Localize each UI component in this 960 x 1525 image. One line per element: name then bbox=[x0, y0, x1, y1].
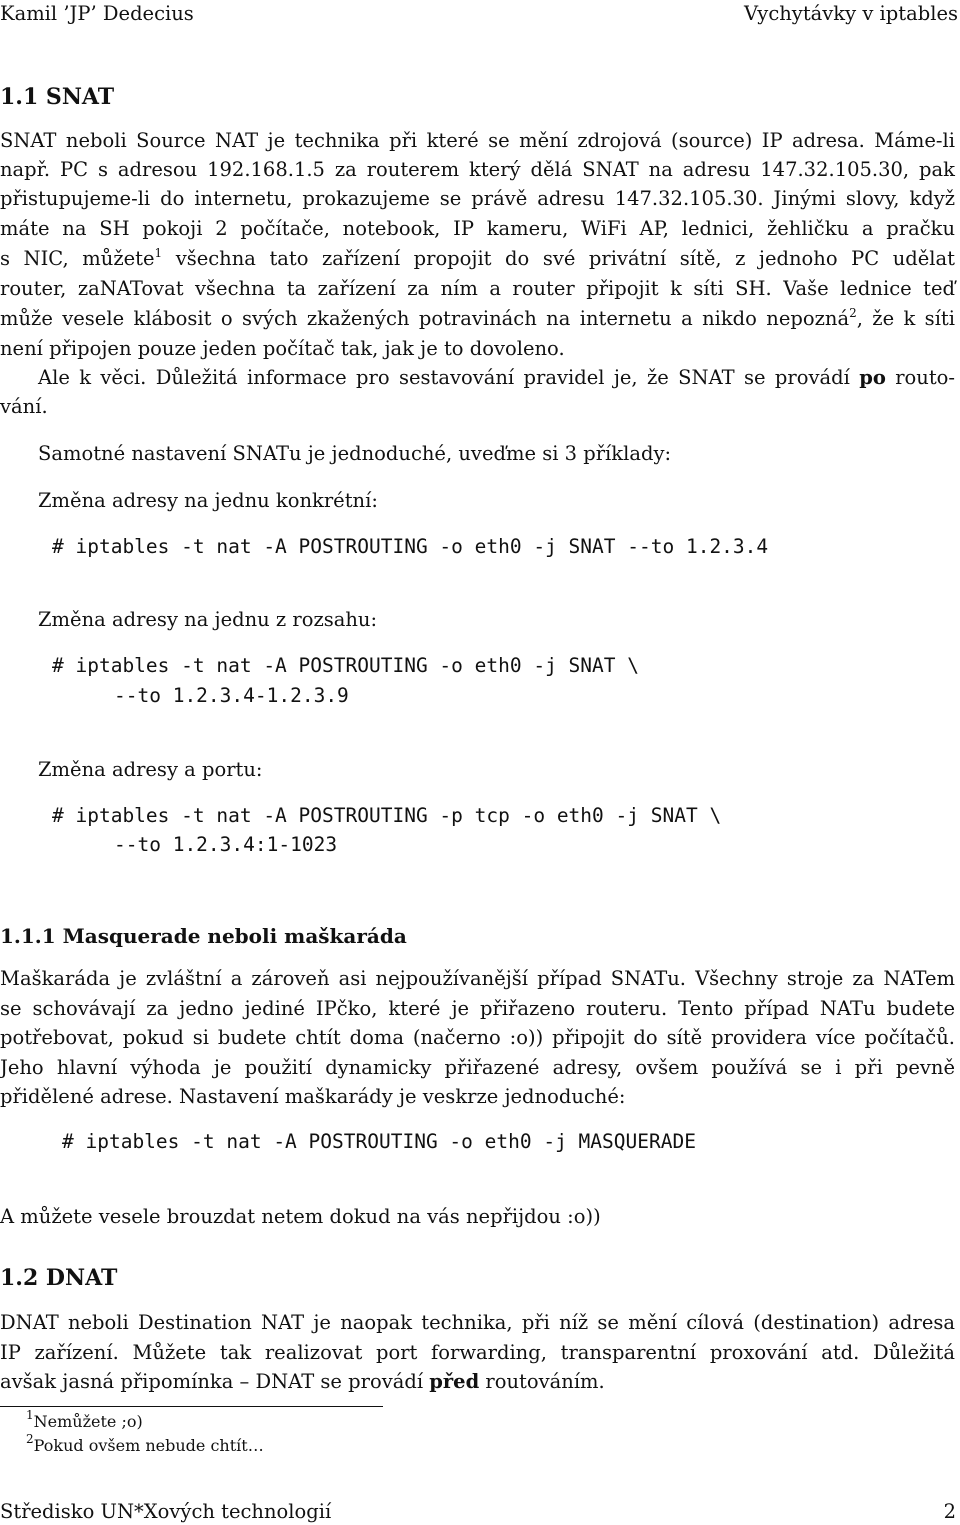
paragraph-line: může vesele klábosit o svých zkažených potravinách na internetu a nikdo nepozná$^2$, že k síti bbox=[0, 306, 955, 330]
code-line: # iptables -t nat -A POSTROUTING -o eth0 -j SNAT --to 1.2.3.4 bbox=[52, 535, 769, 558]
paragraph-line: SNAT neboli Source NAT je technika při které se mění zdrojová (source) IP adresa. Máme-li bbox=[0, 129, 955, 152]
footnote-1: $^1$Nemůžete ;o) bbox=[26, 1408, 143, 1431]
code-line: --to 1.2.3.4:1-1023 bbox=[114, 833, 338, 856]
code-line: # iptables -t nat -A POSTROUTING -p tcp -o eth0 -j SNAT \ bbox=[52, 804, 722, 827]
subsection-heading-masquerade: 1.1.1 Masquerade neboli maškaráda bbox=[0, 924, 407, 948]
example-label: Změna adresy a portu: bbox=[38, 758, 263, 781]
footnote-rule bbox=[0, 1406, 383, 1407]
code-line: # iptables -t nat -A POSTROUTING -o eth0 -j SNAT \ bbox=[52, 654, 639, 677]
paragraph-line: router, zaNATovat všechna ta zařízení za ním a router připojit k síti SH. Vaše lednice teď bbox=[0, 277, 955, 300]
paragraph-line: s NIC, můžete$^1$ všechna tato zařízení propojit do své privátní sítě, z jednoho PC udělat bbox=[0, 246, 955, 270]
paragraph-line: Ale k věci. Důležitá informace pro sestavování pravidel je, že SNAT se provádí po routo- bbox=[38, 366, 955, 389]
paragraph-line: máte na SH pokoji 2 počítače, notebook, IP kameru, WiFi AP, lednici, žehličku a pračku bbox=[0, 217, 955, 240]
header-title: Vychytávky v iptables bbox=[744, 2, 958, 25]
paragraph-line: IP zařízení. Můžete tak realizovat port forwarding, transparentní proxování atd. Důležitá bbox=[0, 1341, 955, 1364]
header-author: Kamil ’JP’ Dedecius bbox=[0, 2, 194, 25]
examples-intro: Samotné nastavení SNATu je jednoduché, uveďme si 3 příklady: bbox=[38, 442, 672, 465]
paragraph-line: např. PC s adresou 192.168.1.5 za routerem který dělá SNAT na adresu 147.32.105.30, pak bbox=[0, 158, 955, 181]
footnote-ref-2[interactable]: 2 bbox=[849, 306, 857, 320]
paragraph-line: A můžete vesele brouzdat netem dokud na vás nepřijdou :o)) bbox=[0, 1205, 601, 1228]
paragraph-line: Maškaráda je zvláštní a zároveň asi nejpoužívanější případ SNATu. Všechny stroje za NATem bbox=[0, 967, 955, 990]
paragraph-line: není připojen pouze jeden počítač tak, jak je to dovoleno. bbox=[0, 337, 565, 360]
section-heading-dnat: 1.2 DNAT bbox=[0, 1265, 118, 1291]
footnote-2: $^2$Pokud ovšem nebude chtít… bbox=[26, 1432, 264, 1455]
paragraph-line: se schovávají za jedno jediné IPčko, které je přiřazeno routeru. Tento případ NATu budete bbox=[0, 997, 955, 1020]
paragraph-line: DNAT neboli Destination NAT je naopak technika, při níž se mění cílová (destination) adresa bbox=[0, 1311, 955, 1334]
paragraph-line: avšak jasná připomínka – DNAT se provádí před routováním. bbox=[0, 1370, 605, 1393]
footer-org: Středisko UN*Xových technologií bbox=[0, 1500, 332, 1523]
example-label: Změna adresy na jednu z rozsahu: bbox=[38, 608, 378, 631]
code-line: # iptables -t nat -A POSTROUTING -o eth0 -j MASQUERADE bbox=[62, 1130, 696, 1153]
paragraph-line: potřebovat, pokud si budete chtít doma (načerno :o)) připojit do sítě providera více počítačů. bbox=[0, 1026, 955, 1049]
footnote-ref-1[interactable]: 1 bbox=[154, 246, 163, 260]
paragraph-line: přistupujeme-li do internetu, prokazujeme se právě adresu 147.32.105.30. Jinými slovy, když bbox=[0, 187, 955, 210]
section-heading-snat: 1.1 SNAT bbox=[0, 84, 115, 110]
code-line: --to 1.2.3.4-1.2.3.9 bbox=[114, 684, 349, 707]
example-label: Změna adresy na jednu konkrétní: bbox=[38, 489, 378, 512]
paragraph-line: přidělené adrese. Nastavení maškarády je veskrze jednoduché: bbox=[0, 1085, 626, 1108]
paragraph-line: vání. bbox=[0, 395, 48, 418]
paragraph-line: Jeho hlavní výhoda je použití dynamicky přiřazené adresy, ovšem používá se i při pevně bbox=[0, 1056, 955, 1079]
page-number: 2 bbox=[943, 1500, 956, 1523]
